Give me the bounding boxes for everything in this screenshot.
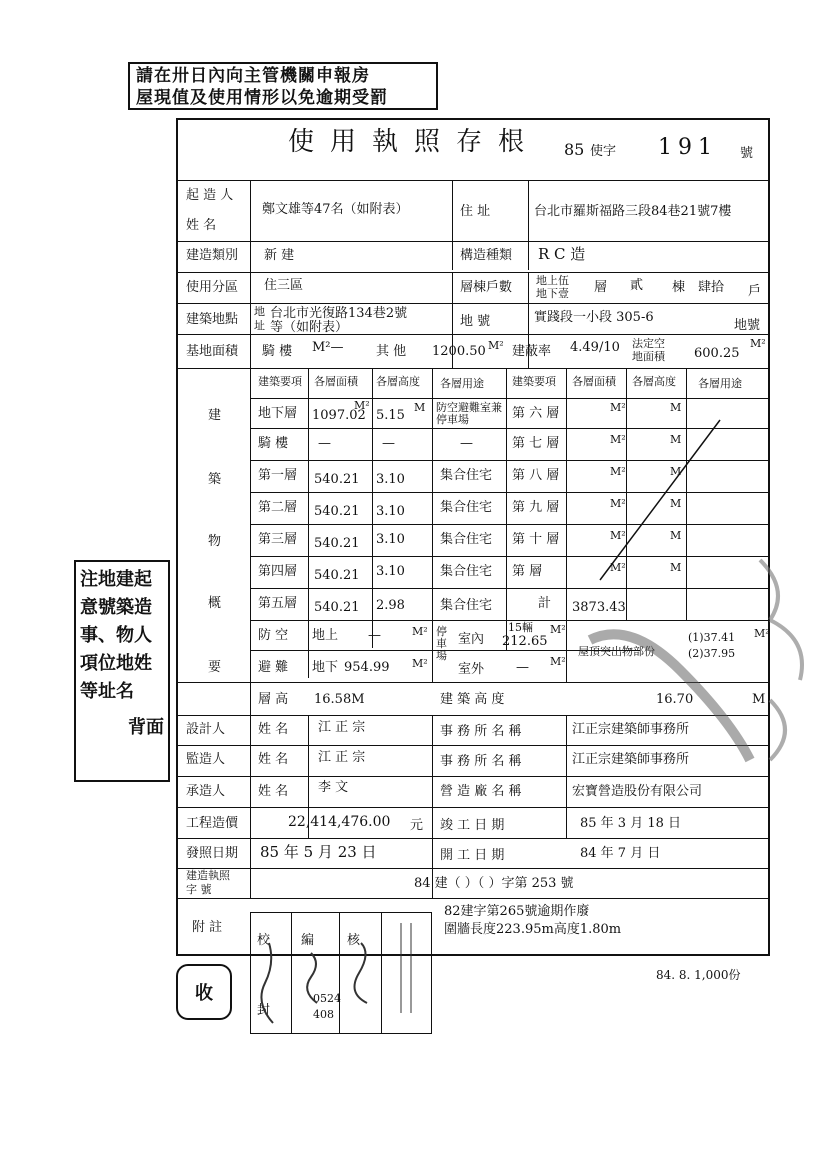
row-item: 地下層 [258,406,298,421]
done-date-label: 竣 工 日 期 [440,818,505,833]
unit-m2: M² [610,401,626,414]
row-use: 防空避難室兼停車場 [436,401,502,426]
seal-label: 校 [257,933,271,948]
unit-m: M [670,497,682,510]
side-note-line: 等址名 [80,681,134,702]
permit-label-2: 字 號 [186,883,212,896]
site-di: 地 [254,305,265,318]
structure-value: R C 造 [538,245,586,263]
col-header: 建築要項 [258,375,302,388]
person-org: 江正宗建築師事務所 [572,752,690,767]
summary-char: 概 [208,596,222,611]
shelter-above-value: — [368,628,381,643]
unit-m2: M² [550,623,566,636]
unit-m2: M² [610,433,626,446]
col-header: 建築要項 [512,375,556,388]
lot-label: 地 號 [460,314,491,329]
permit-number: 191 [658,135,718,160]
row-item: 第二層 [258,500,298,515]
bldg-height-label: 建 築 高 度 [440,692,505,707]
col-header: 各層用途 [698,377,742,390]
start-date-label: 開 工 日 期 [440,848,505,863]
open-unit: M² [750,337,766,350]
indoor-label: 室內 [458,632,485,647]
seal-label: 封 [257,1003,271,1018]
notice-line1: 請在卅日內 [136,66,226,86]
structure-label: 構造種類 [460,248,513,263]
person-role: 設計人 [186,722,226,737]
unit-m2: M² [550,655,566,668]
notice-line1-tail: 向主管機關申報房 [226,66,370,86]
row-r-item: 第 六 層 [512,406,560,421]
strike-line [600,420,720,580]
indoor-area: 212.65 [502,634,548,649]
person-name-label: 姓 名 [258,752,289,767]
permit-hao: 號 [740,146,754,161]
cost-label: 工程造價 [186,816,239,831]
other-unit: M² [488,339,504,352]
hu-label: 戶 [748,284,762,299]
row-use: 集合住宅 [440,564,493,579]
roof-1: (1)37.41 [688,631,736,644]
col-header: 各層面積 [314,375,358,388]
outdoor-label: 室外 [458,662,485,677]
col-header: 各層面積 [572,375,616,388]
unit-m: M [670,561,682,574]
person-name: 李 文 [318,780,349,795]
unit-m2: M² [610,465,626,478]
indoor-count: 15輛 [508,621,533,634]
build-type-label: 建造類別 [186,248,239,263]
ink-smudge [590,631,750,760]
dong-label: 棟 [672,280,686,295]
permit-year: 85 [564,140,585,159]
permit-ref: 84 建（ ）（ ）字第 253 號 [414,876,574,891]
dong-count: 貳 [630,278,644,293]
hu-count: 肆拾 [698,280,725,295]
summary-char: 要 [208,660,222,675]
person-name-label: 姓 名 [258,784,289,799]
row-item: 第一層 [258,468,298,483]
person-org-label: 營 造 廠 名 稱 [440,784,522,799]
applicant-addr-label: 住 址 [460,204,491,219]
applicant-label-2: 姓 名 [186,218,217,233]
notice-line2: 屋現值及使用情形以免逾期受罰 [136,88,388,108]
row-height: 5.15 [376,408,405,423]
floors-above: 地上伍 [536,274,569,287]
roof-label: 屋頂突出物部份 [578,645,655,658]
unit-m: M [670,433,682,446]
seal-mark: 408 [313,1008,334,1021]
row-r-item: 第 層 [512,564,543,579]
build-type-value: 新 建 [264,248,295,263]
row-item: 騎 樓 [258,436,289,451]
issue-date-label: 發照日期 [186,846,239,861]
row-use: 集合住宅 [440,468,493,483]
unit-m2: M² [412,625,428,638]
row-item: 第三層 [258,532,298,547]
site-zhi: 址 [254,319,265,332]
row-height: 3.10 [376,564,405,579]
row-height: 3.10 [376,472,405,487]
floors-ceng: 層 [594,280,608,295]
person-org-label: 事 務 所 名 稱 [440,754,522,769]
print-code: 84. 8. 1,000份 [656,968,741,982]
roof-2: (2)37.95 [688,647,736,660]
parking-label: 停車場 [436,625,447,662]
unit-m: M [670,401,682,414]
summary-char: 建 [208,408,222,423]
zone-label: 使用分區 [186,280,239,295]
arcade-label: 騎 樓 [262,344,293,359]
side-note-line: 事、物人 [80,625,152,646]
remarks-line-1: 82建字第265號逾期作廢 [444,904,590,919]
unit-m: M [670,465,682,478]
seal-label: 編 [301,933,315,948]
col-header: 各層高度 [376,375,420,388]
remarks-line-2: 圍牆長度223.95m高度1.80m [444,922,622,937]
row-area: 1097.02 [312,408,366,423]
row-r-item: 第 八 層 [512,468,560,483]
story-height-value: 16.58M [314,692,365,707]
unit-m2: M² [610,529,626,542]
cost-unit: 元 [410,818,424,833]
unit-m2: M² [610,561,626,574]
coverage-value: 4.49/10 [570,340,620,355]
lot-value: 實踐段一小段 305-6 [534,310,654,325]
row-height: 3.10 [376,504,405,519]
edge-bleed [760,560,802,760]
shelter-label-2: 避 難 [258,660,289,675]
unit-m2: M² [412,657,428,670]
row-area: 540.21 [314,600,360,615]
floors-below: 地下壹 [536,287,569,300]
row-height: 2.98 [376,598,405,613]
seal-label: 核 [347,933,361,948]
lot-suffix: 地號 [734,318,761,333]
site-addr-1: 台北市光復路134巷2號 [270,306,408,321]
permit-label-1: 建造執照 [186,869,230,882]
unit-m: M [670,529,682,542]
side-note-back: 背面 [128,717,164,738]
unit-m: M [414,401,426,414]
person-org: 宏寶營造股份有限公司 [572,784,703,799]
person-org: 江正宗建築師事務所 [572,722,690,737]
summary-char: 築 [208,472,222,487]
row-area: — [318,436,331,451]
person-role: 監造人 [186,752,226,767]
other-label: 其 他 [376,344,407,359]
start-date: 84 年 7 月 日 [580,846,661,861]
row-use: 集合住宅 [440,598,493,613]
remarks-label: 附 註 [192,920,223,935]
open-value: 600.25 [694,346,740,361]
row-r-item: 計 [538,596,552,611]
site-addr-2: 等（如附表） [270,320,349,335]
cost-value: 22,414,476.00 [288,814,391,830]
done-date: 85 年 3 月 18 日 [580,816,682,831]
row-item: 第四層 [258,564,298,579]
applicant-label-1: 起 造 人 [186,188,234,203]
permit-char-label: 使字 [590,144,617,159]
row-use: 集合住宅 [440,532,493,547]
open-label-2: 地面積 [632,350,665,363]
summary-char: 物 [208,534,222,549]
area-label: 基地面積 [186,344,239,359]
stamp-text: 收 [195,983,213,1004]
shelter-below-value: 954.99 [344,660,390,675]
person-name-label: 姓 名 [258,722,289,737]
shelter-above-label: 地上 [312,628,339,643]
seal-mark: 0524 [313,992,341,1005]
shelter-label-1: 防 空 [258,628,289,643]
side-note-line: 注地建起 [80,569,152,590]
other-value: 1200.50 [432,344,486,359]
zone-value: 住三區 [264,278,304,293]
open-label-1: 法定空 [632,337,665,350]
row-r-item: 第 十 層 [512,532,560,547]
shelter-below-label: 地下 [312,660,339,675]
row-r-item: 第 七 層 [512,436,560,451]
row-height: 3.10 [376,532,405,547]
row-area: 540.21 [314,536,360,551]
side-note-line: 意號築造 [80,597,152,618]
person-name: 江 正 宗 [318,750,366,765]
col-header: 各層用途 [440,377,484,390]
bldg-height-unit: M [752,692,766,707]
coverage-label: 建蔽率 [512,344,552,359]
unit-m2: M² [754,627,770,640]
row-area: 540.21 [314,472,360,487]
applicant-name: 鄭文雄等47名（如附表） [262,202,409,217]
story-height-label: 層 高 [258,692,289,707]
side-note-line: 項位地姓 [80,653,152,674]
row-use: 集合住宅 [440,500,493,515]
outdoor-value: — [516,660,529,675]
row-use: — [460,436,473,451]
applicant-addr: 台北市羅斯福路三段84巷21號7樓 [534,204,732,219]
row-area: 540.21 [314,504,360,519]
bldg-height-value: 16.70 [656,692,694,707]
row-r-item: 第 九 層 [512,500,560,515]
floors-label: 層棟戶數 [460,280,513,295]
unit-m2: M² [354,399,370,412]
total-area: 3873.43 [572,600,626,615]
col-header: 各層高度 [632,375,676,388]
person-org-label: 事 務 所 名 稱 [440,724,522,739]
row-height: — [382,436,395,451]
row-area: 540.21 [314,568,360,583]
person-name: 江 正 宗 [318,720,366,735]
row-item: 第五層 [258,596,298,611]
unit-m2: M² [610,497,626,510]
person-role: 承造人 [186,784,226,799]
site-label: 建築地點 [186,312,239,327]
issue-date: 85 年 5 月 23 日 [260,843,377,861]
form-title: 使用執照存根 [288,127,541,157]
arcade-value: M²— [312,340,344,355]
